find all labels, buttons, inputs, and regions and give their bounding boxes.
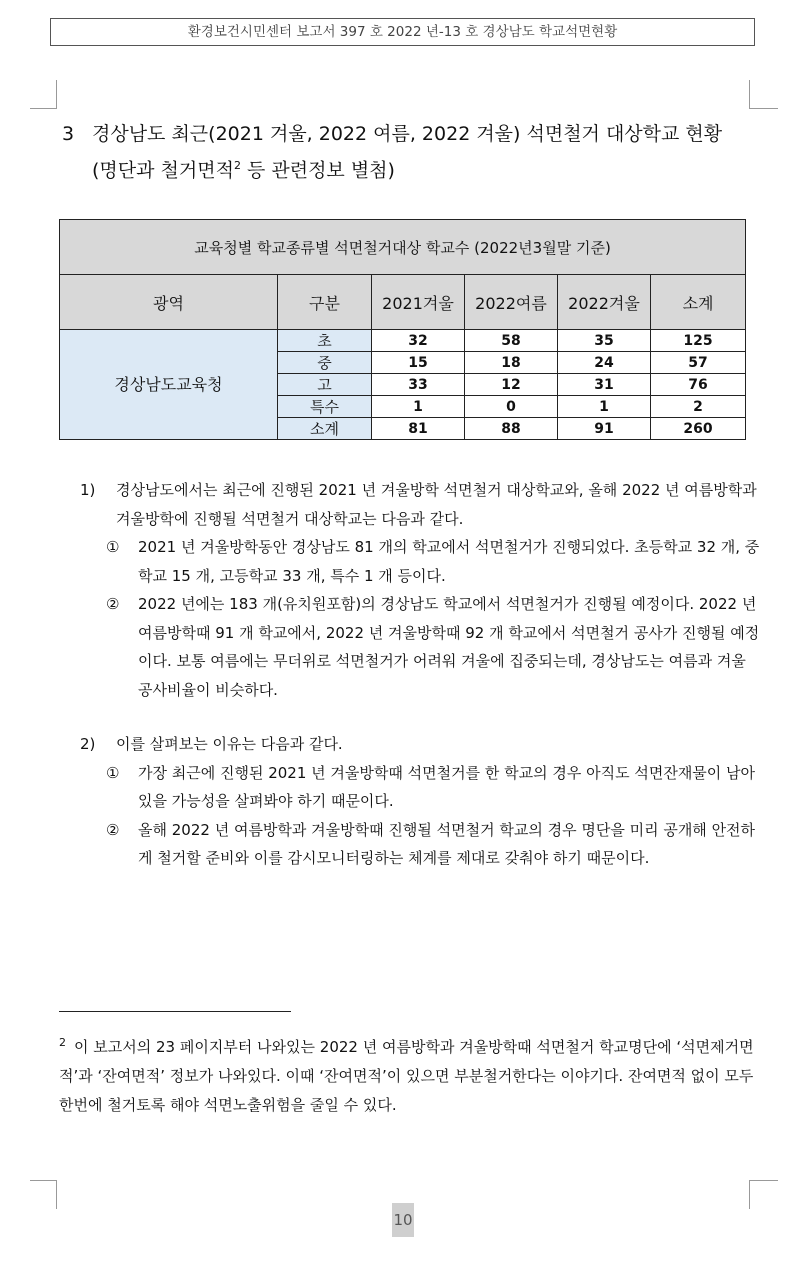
section-title-line1: 경상남도 최근(2021 겨울, 2022 여름, 2022 겨울) 석면철거 대상학교 현황 bbox=[92, 123, 723, 145]
crop-mark-top-left bbox=[30, 80, 57, 109]
value-cell: 125 bbox=[651, 330, 746, 352]
value-cell: 76 bbox=[651, 374, 746, 396]
sub-list-item-text: 2022 년에는 183 개(유치원포함)의 경상남도 학교에서 석면철거가 진행될 예정이다. 2022 년 여름방학때 91 개 학교에서, 2022 년 겨울방학때 92 개 학교에서 석면철거 공사가 진행될 예정이다. 보통 여름에는 무더위로 석면철거가 어려워 겨울에 집중되는데, 경상남도는 여름과 겨울 공사비율이 비슷하다. bbox=[138, 595, 760, 699]
type-cell: 중 bbox=[278, 352, 372, 374]
type-cell: 초 bbox=[278, 330, 372, 352]
value-cell: 0 bbox=[465, 396, 558, 418]
column-header: 구분 bbox=[278, 275, 372, 330]
value-cell: 81 bbox=[372, 418, 465, 440]
section-number: 3 bbox=[62, 123, 75, 145]
value-cell: 2 bbox=[651, 396, 746, 418]
value-cell: 58 bbox=[465, 330, 558, 352]
column-header: 소계 bbox=[651, 275, 746, 330]
sub-list-marker: ② bbox=[106, 820, 120, 839]
column-header: 2021겨울 bbox=[372, 275, 465, 330]
footnote bbox=[59, 1028, 759, 1120]
sub-list-item bbox=[106, 759, 760, 816]
running-header: 환경보건시민센터 보고서 397 호 2022 년-13 호 경상남도 학교석면현황 bbox=[50, 18, 755, 46]
sub-list-item bbox=[106, 590, 760, 704]
crop-mark-bottom-left bbox=[30, 1180, 57, 1209]
table-caption: 교육청별 학교종류별 석면철거대상 학교수 (2022년3월말 기준) bbox=[60, 220, 746, 275]
crop-mark-bottom-right bbox=[749, 1180, 778, 1209]
value-cell: 32 bbox=[372, 330, 465, 352]
list-item bbox=[80, 730, 760, 759]
sub-list-item-text: 가장 최근에 진행된 2021 년 겨울방학때 석면철거를 한 학교의 경우 아직도 석면잔재물이 남아있을 가능성을 살펴봐야 하기 때문이다. bbox=[138, 763, 756, 810]
value-cell: 35 bbox=[558, 330, 651, 352]
sub-list-marker: ① bbox=[106, 763, 120, 782]
value-cell: 57 bbox=[651, 352, 746, 374]
sub-list-item bbox=[106, 533, 760, 590]
body-text bbox=[80, 476, 760, 873]
sub-list-item-text: 올해 2022 년 여름방학과 겨울방학때 진행될 석면철거 학교의 경우 명단을 미리 공개해 안전하게 철거할 준비와 이를 감시모니터링하는 체계를 제대로 갖춰야 하기 때문이다. bbox=[138, 820, 756, 867]
sub-list-item-text: 2021 년 겨울방학동안 경상남도 81 개의 학교에서 석면철거가 진행되었다. 초등학교 32 개, 중학교 15 개, 고등학교 33 개, 특수 1 개 등이다. bbox=[138, 538, 760, 585]
list-item bbox=[80, 476, 760, 533]
region-cell: 경상남도교육청 bbox=[60, 330, 278, 440]
value-cell: 15 bbox=[372, 352, 465, 374]
section-title-line2-end: 등 관련정보 별첨) bbox=[240, 159, 395, 182]
type-cell: 소계 bbox=[278, 418, 372, 440]
value-cell: 88 bbox=[465, 418, 558, 440]
value-cell: 1 bbox=[558, 396, 651, 418]
footnote-ref[interactable]: 2 bbox=[233, 159, 241, 172]
column-header: 2022겨울 bbox=[558, 275, 651, 330]
value-cell: 31 bbox=[558, 374, 651, 396]
page-number: 10 bbox=[392, 1203, 414, 1237]
sub-list-item bbox=[106, 816, 760, 873]
footnote-divider bbox=[59, 1011, 291, 1012]
list-marker: 2) bbox=[80, 735, 96, 753]
footnote-mark: 2 bbox=[59, 1036, 66, 1049]
value-cell: 91 bbox=[558, 418, 651, 440]
footnote-text: 이 보고서의 23 페이지부터 나와있는 2022 년 여름방학과 겨울방학때 석면철거 학교명단에 ‘석면제거면적’과 ‘잔여면적’ 정보가 나와있다. 이때 ‘잔여면적’이 있으면 부분철거한다는 이야기다. 잔여면적 없이 모두 한번에 철거토록 해야 석면노출위험을 줄일 수 있다. bbox=[59, 1038, 754, 1114]
type-cell: 고 bbox=[278, 374, 372, 396]
crop-mark-top-right bbox=[749, 80, 778, 109]
value-cell: 33 bbox=[372, 374, 465, 396]
list-item-text: 경상남도에서는 최근에 진행된 2021 년 겨울방학 석면철거 대상학교와, 올해 2022 년 여름방학과 겨울방학에 진행될 석면철거 대상학교는 다음과 같다. bbox=[116, 481, 757, 528]
value-cell: 24 bbox=[558, 352, 651, 374]
column-header: 광역 bbox=[60, 275, 278, 330]
column-header: 2022여름 bbox=[465, 275, 558, 330]
value-cell: 1 bbox=[372, 396, 465, 418]
value-cell: 12 bbox=[465, 374, 558, 396]
sub-list-marker: ② bbox=[106, 595, 120, 613]
section-title-line2: (명단과 철거면적 bbox=[92, 159, 234, 182]
table-row bbox=[60, 330, 746, 352]
school-count-table bbox=[59, 219, 746, 440]
value-cell: 18 bbox=[465, 352, 558, 374]
type-cell: 특수 bbox=[278, 396, 372, 418]
value-cell: 260 bbox=[651, 418, 746, 440]
list-item-text: 이를 살펴보는 이유는 다음과 같다. bbox=[116, 735, 343, 753]
list-marker: 1) bbox=[80, 481, 96, 499]
section-title bbox=[62, 118, 752, 186]
sub-list-marker: ① bbox=[106, 538, 120, 556]
